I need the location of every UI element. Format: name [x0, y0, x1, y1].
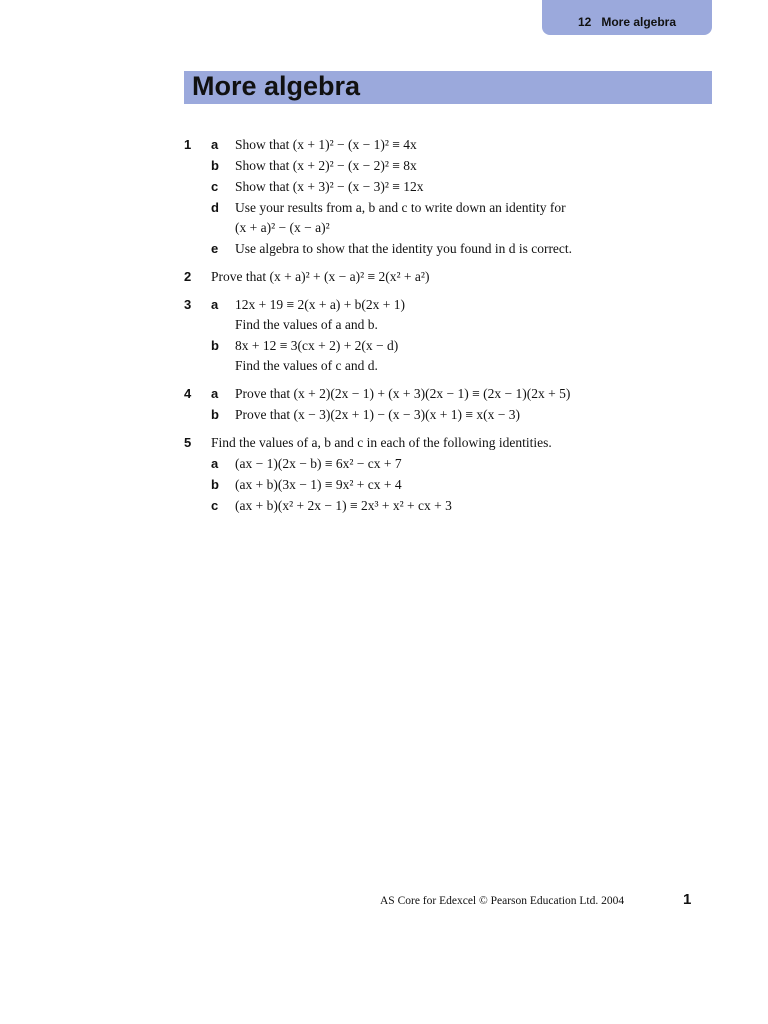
- part-label: a: [211, 386, 219, 401]
- question-part-c: [211, 496, 712, 516]
- part-text: Prove that (x − 3)(2x + 1) − (x − 3)(x + 1) ≡ x(x − 3): [235, 407, 520, 422]
- part-label: e: [211, 241, 219, 256]
- question-5: [184, 433, 712, 516]
- question-number: 3: [184, 297, 192, 312]
- part-text: Use your results from a, b and c to write down an identity for: [235, 200, 566, 215]
- question-body: [211, 295, 712, 376]
- part-label: c: [211, 179, 219, 194]
- question-number: 5: [184, 435, 192, 450]
- question-part-b: [211, 156, 712, 176]
- question-body: [211, 433, 712, 516]
- part-text: Find the values of c and d.: [235, 358, 378, 373]
- question-number: 2: [184, 269, 192, 284]
- question-body: [211, 135, 712, 259]
- question-stem: Find the values of a, b and c in each of the following identities.: [211, 435, 552, 450]
- part-label: d: [211, 200, 219, 215]
- chapter-tab: [542, 0, 712, 35]
- question-body: [211, 267, 712, 287]
- question-part-b: [211, 475, 712, 495]
- page-number: 1: [683, 891, 692, 908]
- part-text: Use algebra to show that the identity you found in d is correct.: [235, 241, 573, 256]
- part-label: a: [211, 456, 219, 471]
- question-number: 4: [184, 386, 192, 401]
- part-text: Find the values of a and b.: [235, 317, 378, 332]
- part-label: c: [211, 498, 219, 513]
- part-text: 8x + 12 ≡ 3(cx + 2) + 2(x − d): [235, 338, 399, 353]
- part-text: Show that (x + 2)² − (x − 2)² ≡ 8x: [235, 158, 417, 173]
- title-bar: [184, 71, 712, 104]
- part-text: 12x + 19 ≡ 2(x + a) + b(2x + 1): [235, 297, 406, 312]
- part-label: a: [211, 297, 219, 312]
- question-part-a: [211, 454, 712, 474]
- part-label: b: [211, 477, 219, 492]
- question-part-a: [211, 135, 712, 155]
- chapter-title: More algebra: [601, 15, 677, 29]
- chapter-number: 12: [577, 15, 592, 29]
- page-title: More algebra: [192, 71, 361, 101]
- part-label: a: [211, 137, 219, 152]
- part-text: (x + a)² − (x − a)²: [235, 220, 330, 235]
- footer-text: AS Core for Edexcel © Pearson Education Ltd. 2004: [380, 895, 625, 907]
- question-stem: Prove that (x + a)² + (x − a)² ≡ 2(x² + a²): [211, 269, 430, 284]
- question-3: [184, 295, 712, 376]
- question-part-a: [211, 295, 712, 335]
- question-1: [184, 135, 712, 259]
- question-body: [211, 384, 712, 425]
- question-part-a: [211, 384, 712, 404]
- part-text: (ax + b)(x² + 2x − 1) ≡ 2x³ + x² + cx + 3: [235, 498, 452, 513]
- part-label: b: [211, 338, 219, 353]
- question-part-b: [211, 405, 712, 425]
- question-2: [184, 267, 712, 287]
- part-label: b: [211, 407, 219, 422]
- question-list: [184, 134, 712, 524]
- part-text: Prove that (x + 2)(2x − 1) + (x + 3)(2x − 1) ≡ (2x − 1)(2x + 5): [235, 386, 571, 401]
- question-part-e: [211, 239, 712, 259]
- question-number: 1: [184, 137, 192, 152]
- part-text: (ax − 1)(2x − b) ≡ 6x² − cx + 7: [235, 456, 402, 471]
- part-text: Show that (x + 3)² − (x − 3)² ≡ 12x: [235, 179, 424, 194]
- question-part-b: [211, 336, 712, 376]
- part-label: b: [211, 158, 219, 173]
- part-text: Show that (x + 1)² − (x − 1)² ≡ 4x: [235, 137, 417, 152]
- part-text: (ax + b)(3x − 1) ≡ 9x² + cx + 4: [235, 477, 402, 492]
- question-part-d: [211, 198, 712, 238]
- question-4: [184, 384, 712, 425]
- question-part-c: [211, 177, 712, 197]
